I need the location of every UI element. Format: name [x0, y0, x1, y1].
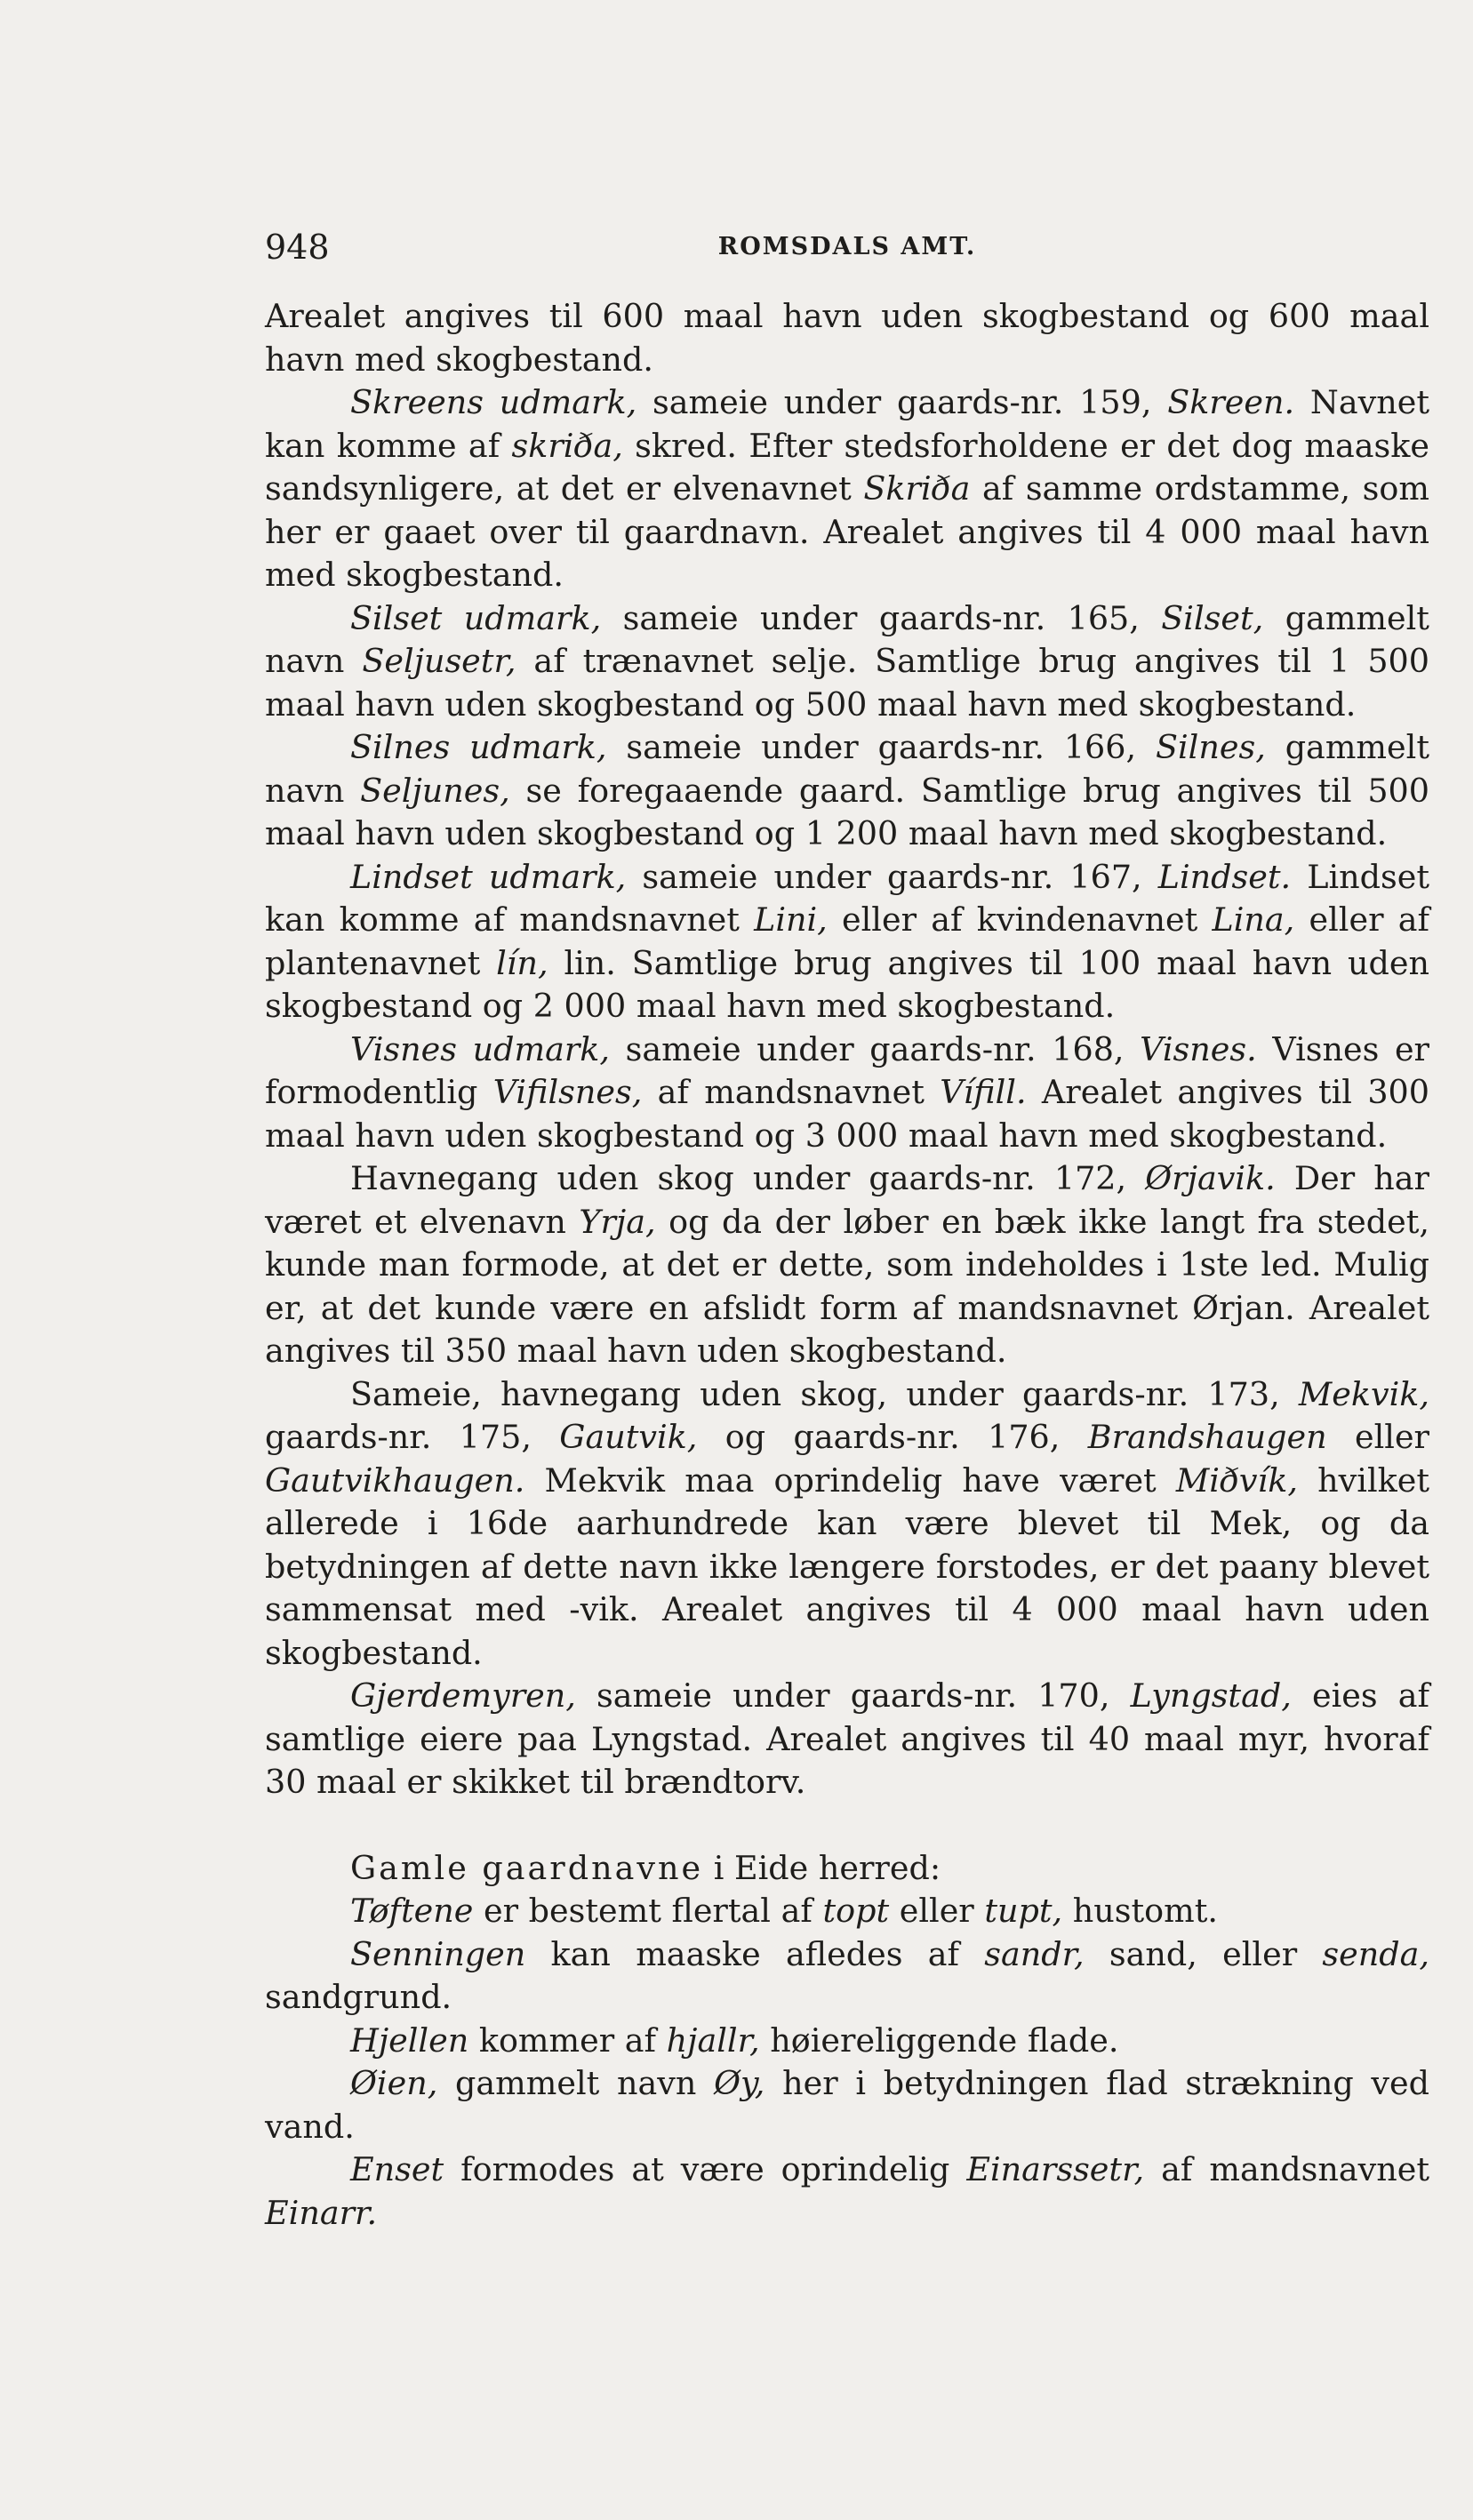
old-name-oien: Øien, gammelt navn Øy, her i betydningen flad strækning ved vand.	[265, 2064, 1429, 2146]
paragraph-gjerdemyren: Gjerdemyren, sameie under gaards-nr. 170, Lyngstad, eies af samtlige eiere paa Lyngstad. Arealet angives til 40 maal myr, hvoraf 30 maal er skikket til brændtorv.	[265, 1676, 1429, 1801]
paragraph-lindset-udmark: Lindset udmark, sameie under gaards-nr. 167, Lindset. Lindset kan komme af mandsnavnet Lini, eller af kvindenavnet Lina, eller af plantenavnet lín, lin. Samtlige brug angives til 100 maal havn uden skogbestand og 2 000 maal havn med skogbestand.	[265, 857, 1429, 1025]
paragraph-havnegang-orjavik: Havnegang uden skog under gaards-nr. 172, Ørjavik. Der har været et elvenavn Yrja, og da der løber en bæk ikke langt fra stedet, kunde man formode, at det er dette, som indeholdes i 1ste led. Mulig er, at det kunde være en afslidt form af mandsnavnet Ørjan. Arealet angives til 350 maal havn uden skogbestand.	[265, 1159, 1429, 1370]
paragraph-sameie-mekvik: Sameie, havnegang uden skog, under gaards-nr. 173, Mekvik, gaards-nr. 175, Gautvik, og gaards-nr. 176, Brandshaugen eller Gautvikhaugen. Mekvik maa oprindelig have været Miðvík, hvilket allerede i 16de aarhundrede kan være blevet til Mek, og da betydningen af dette navn ikke længere forstodes, er det paany blevet sammensat med -vik. Arealet angives til 4 000 maal havn uden skogbestand.	[265, 1374, 1430, 1672]
old-name-enset: Enset formodes at være oprindelig Einarssetr, af mandsnavnet Einarr.	[265, 2150, 1429, 2232]
paragraph-1: Arealet angives til 600 maal havn uden skogbestand og 600 maal havn med skogbestand.	[265, 297, 1429, 379]
paragraph-silnes-udmark: Silnes udmark, sameie under gaards-nr. 166, Silnes, gammelt navn Seljunes, se foregaaende gaard. Samtlige brug angives til 500 maal havn uden skogbestand og 1 200 maal havn med skogbestand.	[265, 728, 1429, 852]
paragraph-visnes-udmark: Visnes udmark, sameie under gaards-nr. 168, Visnes. Visnes er formodentlig Vifilsnes, af mandsnavnet Vífill. Arealet angives til 300 maal havn uden skogbestand og 3 000 maal havn med skogbestand.	[265, 1029, 1430, 1155]
page-number: 948	[265, 228, 330, 267]
old-name-hjellen: Hjellen kommer af hjallr, høiereliggende flade.	[350, 2020, 1119, 2060]
body-text	[265, 295, 1429, 2235]
page-header	[265, 228, 1429, 272]
paragraph-skreens-udmark: Skreens udmark, sameie under gaards-nr. 159, Skreen. Navnet kan komme af skriða, skred. Efter stedsforholdene er det dog maaske sandsynligere, at det er elvenavnet Skriða af samme ordstamme, som her er gaaet over til gaardnavn. Arealet angives til 4 000 maal havn med skogbestand.	[265, 383, 1430, 594]
running-title: ROMSDALS AMT.	[717, 233, 977, 260]
paragraph-silset-udmark: Silset udmark, sameie under gaards-nr. 165, Silset, gammelt navn Seljusetr, af trænavnet selje. Samtlige brug angives til 1 500 maal havn uden skogbestand og 500 maal havn med skogbestand.	[265, 598, 1430, 724]
old-name-toftene: Tøftene er bestemt flertal af topt eller tupt, hustomt.	[350, 1892, 1219, 1930]
old-names-heading: Gamle gaardnavne i Eide herred:	[350, 1848, 941, 1887]
old-name-senningen: Senningen kan maaske afledes af sandr, sand, eller senda, sandgrund.	[265, 1934, 1429, 2016]
